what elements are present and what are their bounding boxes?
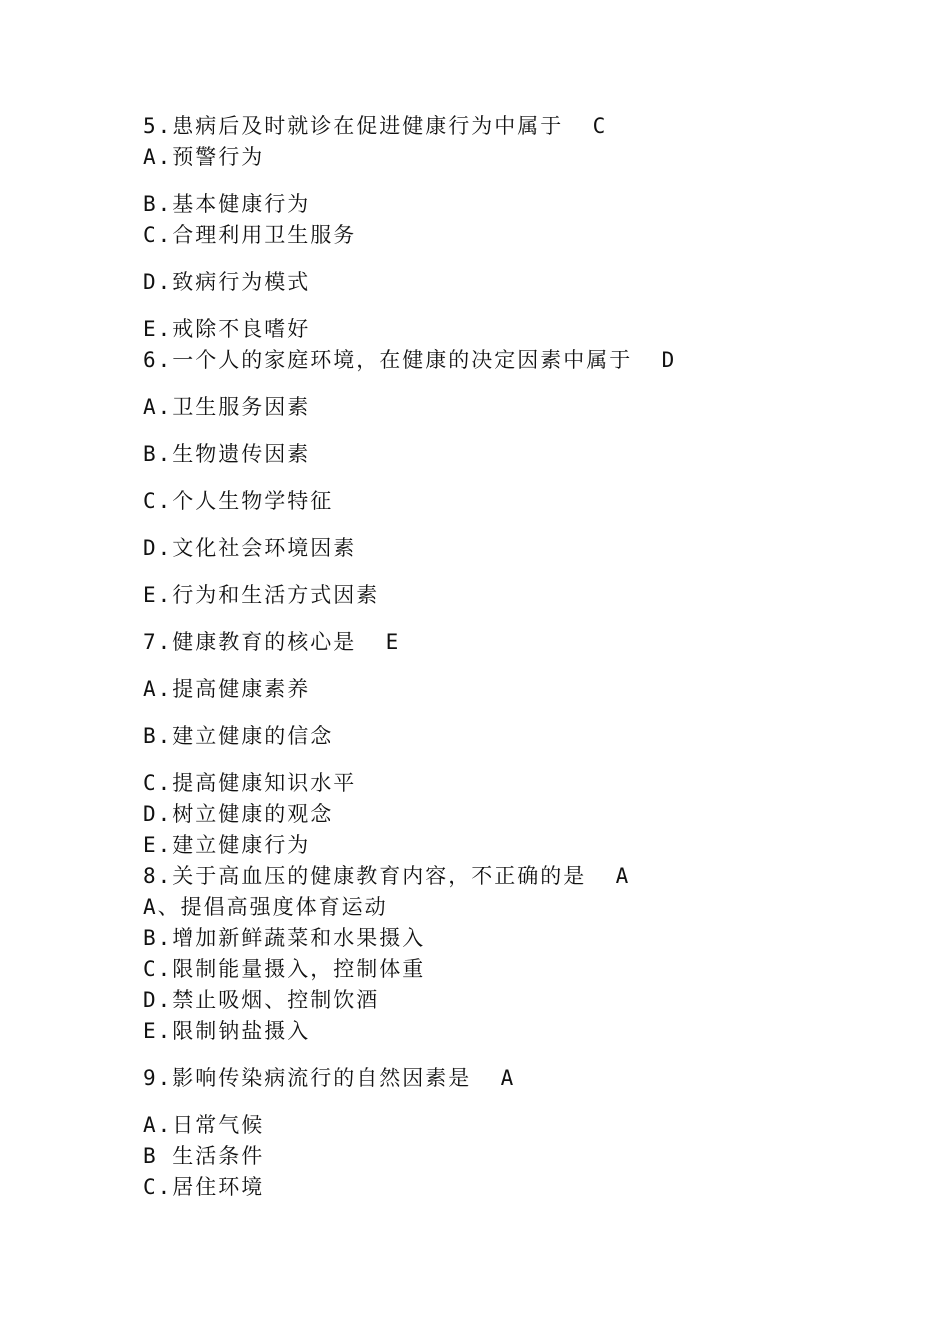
question-5-stem: 5.患病后及时就诊在促进健康行为中属于 C <box>143 114 608 138</box>
question-6-stem: 6.一个人的家庭环境，在健康的决定因素中属于 D <box>143 348 677 372</box>
question-6-option-e: E.行为和生活方式因素 <box>143 583 380 607</box>
question-8-option-a: A、提倡高强度体育运动 <box>143 895 388 919</box>
question-7-option-c: C.提高健康知识水平 <box>143 771 357 795</box>
question-7-option-e: E.建立健康行为 <box>143 833 311 857</box>
question-6-option-a: A.卫生服务因素 <box>143 395 311 419</box>
question-8-option-d: D.禁止吸烟、控制饮酒 <box>143 988 380 1012</box>
question-5-option-d: D.致病行为模式 <box>143 270 311 294</box>
question-7-stem: 7.健康教育的核心是 E <box>143 630 401 654</box>
question-5-option-e: E.戒除不良嗜好 <box>143 317 311 341</box>
question-6-option-b: B.生物遗传因素 <box>143 442 311 466</box>
question-8-option-c: C.限制能量摄入，控制体重 <box>143 957 426 981</box>
question-5-option-b: B.基本健康行为 <box>143 192 311 216</box>
question-7-option-b: B.建立健康的信念 <box>143 724 334 748</box>
question-6-option-d: D.文化社会环境因素 <box>143 536 357 560</box>
question-8-option-e: E.限制钠盐摄入 <box>143 1019 311 1043</box>
question-6-option-c: C.个人生物学特征 <box>143 489 334 513</box>
question-7-option-d: D.树立健康的观念 <box>143 802 334 826</box>
question-9-stem: 9.影响传染病流行的自然因素是 A <box>143 1066 516 1090</box>
question-8-option-b: B.增加新鲜蔬菜和水果摄入 <box>143 926 426 950</box>
question-9-option-b: B 生活条件 <box>143 1144 265 1168</box>
question-9-option-c: C.居住环境 <box>143 1175 265 1199</box>
question-8-stem: 8.关于高血压的健康教育内容，不正确的是 A <box>143 864 631 888</box>
question-5-option-a: A.预警行为 <box>143 145 265 169</box>
question-5-option-c: C.合理利用卫生服务 <box>143 223 357 247</box>
question-9-option-a: A.日常气候 <box>143 1113 265 1137</box>
question-7-option-a: A.提高健康素养 <box>143 677 311 701</box>
